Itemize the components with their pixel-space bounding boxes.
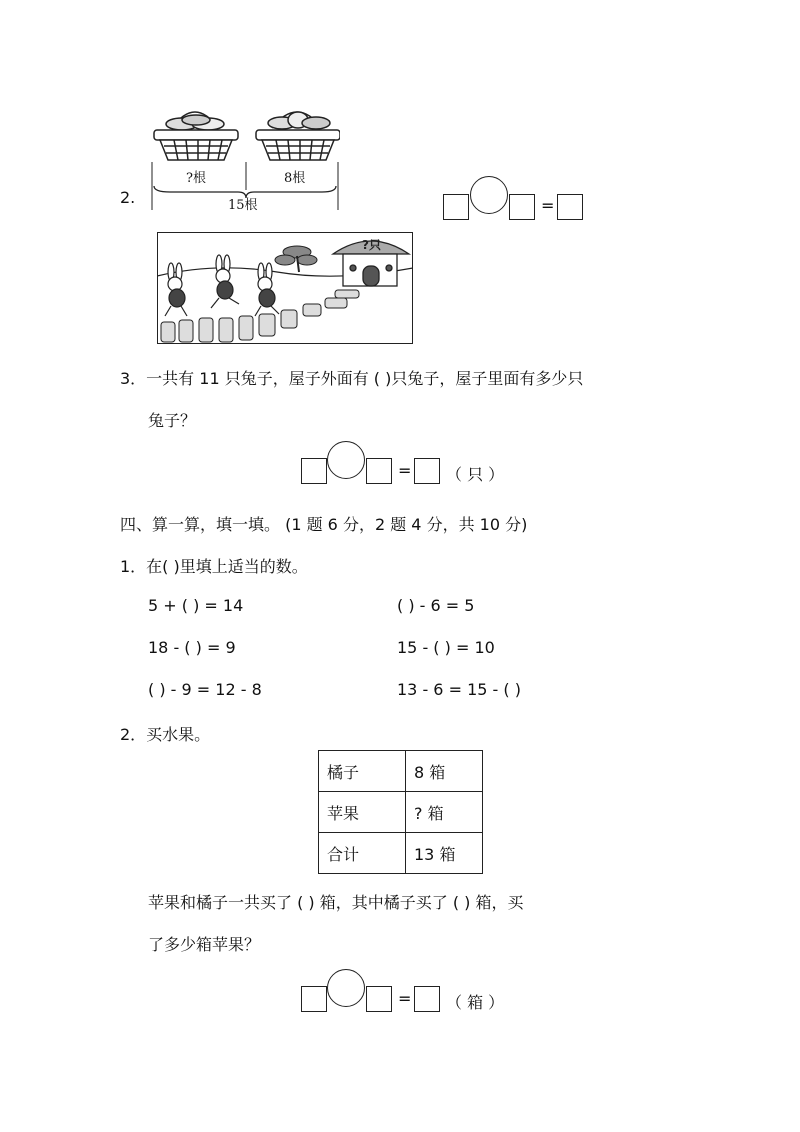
table-row [319,792,483,833]
s4-q2-prompt: 2．买水果。 [120,725,211,744]
q2-operator-circle[interactable] [470,176,508,214]
s4-q2-operator-circle[interactable] [327,969,365,1007]
q3-answer-box-result[interactable] [414,458,440,484]
table-cell: 橘子 [319,751,406,792]
fruit-table [318,750,483,874]
s4-q1-row3-left: ( ) - 9 = 12 - 8 [148,680,262,699]
s4-q1-row1-right: ( ) - 6 = 5 [397,596,475,615]
q3-answer-box-1[interactable] [301,458,327,484]
total-label: 15根 [228,198,258,213]
question-2-number: 2. [120,188,136,207]
basket-right-label: 8根 [284,171,306,186]
s4-q2-text-line2: 了多少箱苹果？ [148,935,261,954]
s4-q1-row2-right: 15 - ( ) = 10 [397,638,495,657]
q3-question-line1: 3．一共有 11 只兔子，屋子外面有 ( )只兔子，屋子里面有多少只 [120,369,584,388]
s4-q2-answer-box-2[interactable] [366,986,392,1012]
table-cell: 13 箱 [406,833,483,874]
table-row [319,751,483,792]
s4-q2-text-line1: 苹果和橘子一共买了 ( ) 箱，其中橘子买了 ( ) 箱，买 [148,893,524,912]
table-cell: 8 箱 [406,751,483,792]
q2-equals: = [541,196,555,215]
q2-answer-box-result[interactable] [557,194,583,220]
table-row [319,833,483,874]
section-4-heading: 四、算一算，填一填。 (1 题 6 分，2 题 4 分，共 10 分) [120,515,528,534]
q3-unit: （ 只 ） [446,465,505,484]
table-cell: 苹果 [319,792,406,833]
q3-question-line2: 兔子？ [148,411,197,430]
s4-q2-answer-box-1[interactable] [301,986,327,1012]
q3-equals: = [398,461,412,480]
s4-q1-row1-left: 5 + ( ) = 14 [148,596,244,615]
basket-left-label: ?根 [186,171,206,186]
s4-q1-row3-right: 13 - 6 = 15 - ( ) [397,680,521,699]
q2-answer-box-1[interactable] [443,194,469,220]
house-label: ?只 [362,238,381,252]
table-cell: ? 箱 [406,792,483,833]
s4-q1-prompt: 1．在( )里填上适当的数。 [120,557,308,576]
q3-answer-box-2[interactable] [366,458,392,484]
s4-q2-answer-box-result[interactable] [414,986,440,1012]
s4-q1-row2-left: 18 - ( ) = 9 [148,638,236,657]
s4-q2-equals: = [398,989,412,1008]
q2-answer-box-2[interactable] [509,194,535,220]
table-cell: 合计 [319,833,406,874]
q3-operator-circle[interactable] [327,441,365,479]
s4-q2-unit: （ 箱 ） [446,993,505,1012]
